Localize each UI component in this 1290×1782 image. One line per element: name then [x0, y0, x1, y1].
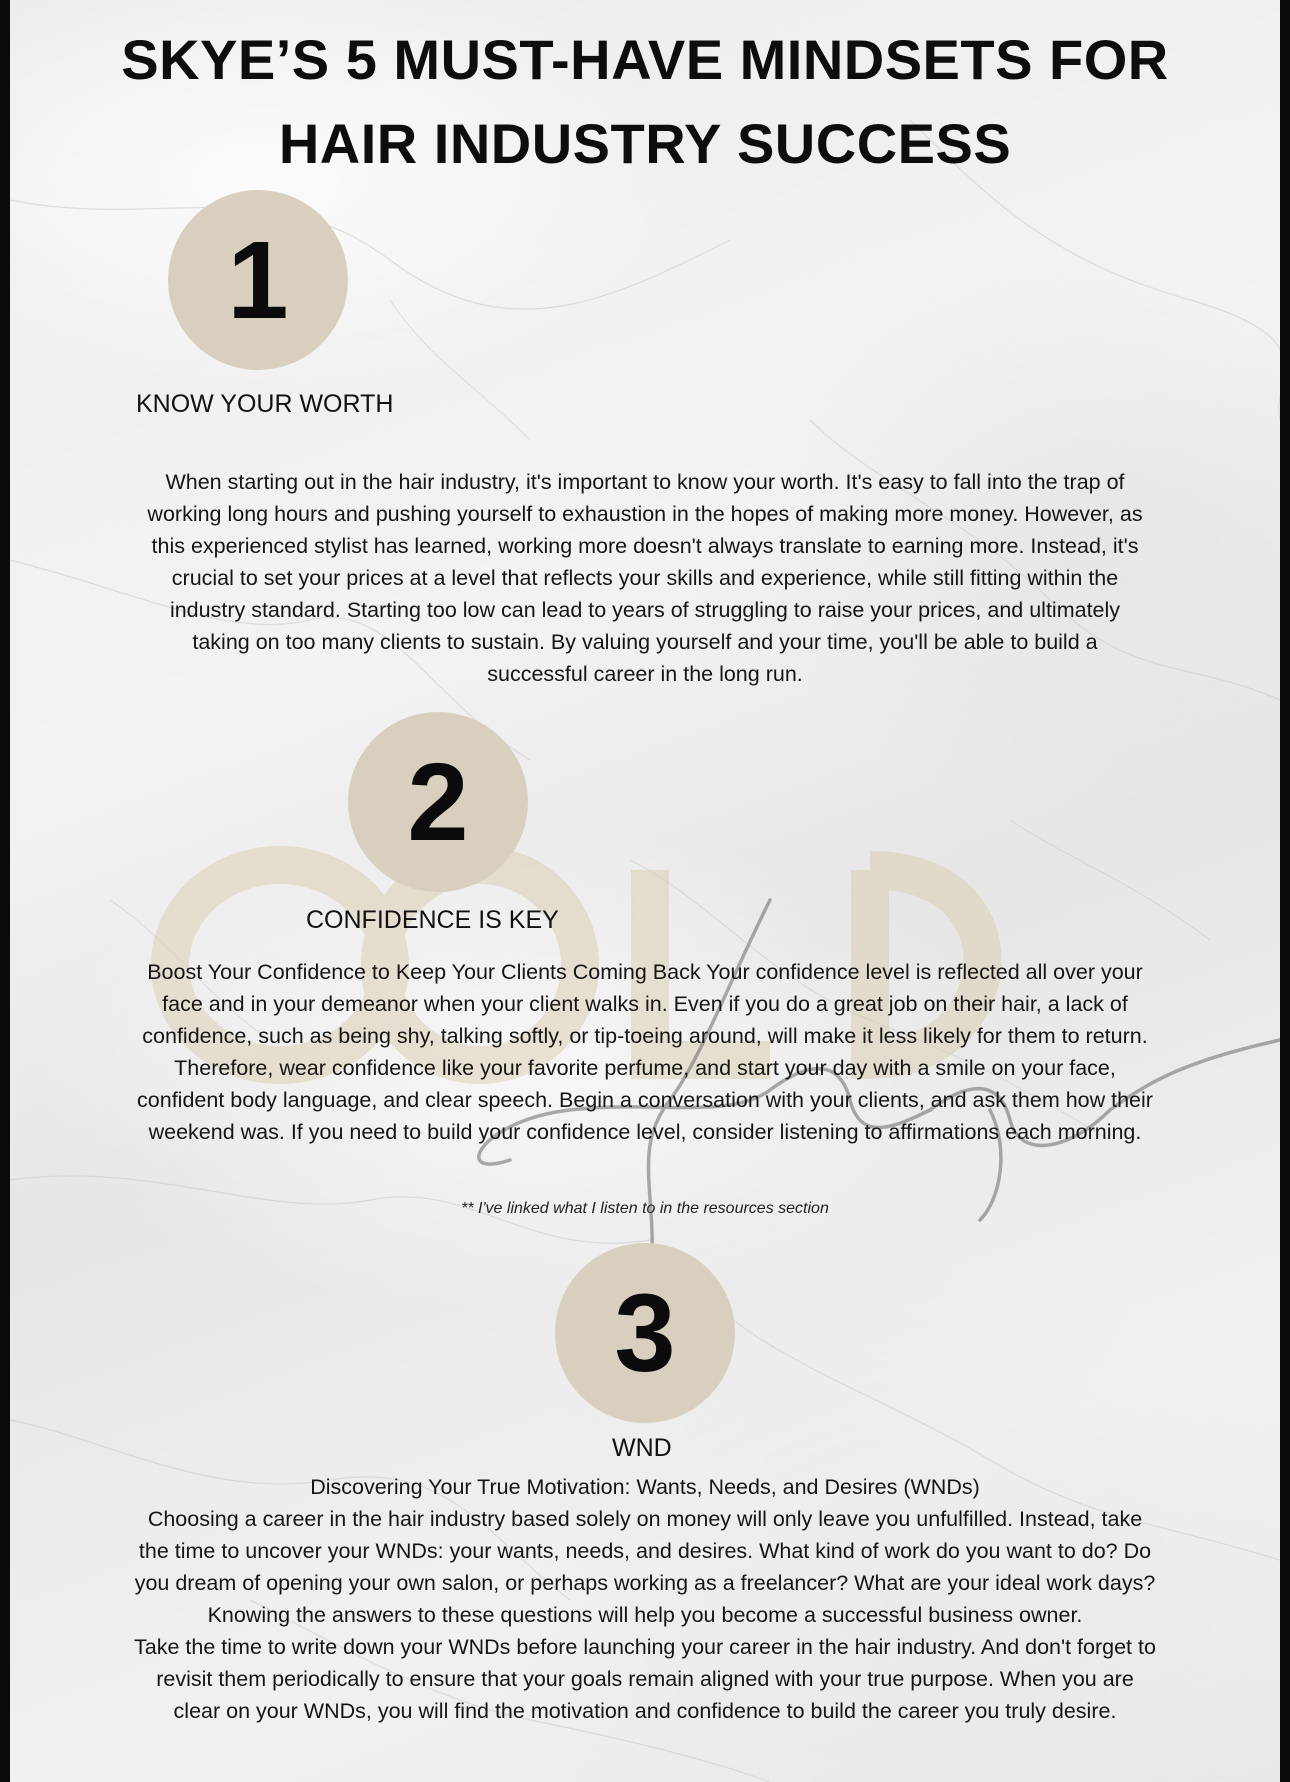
section-heading-wnd: WND: [612, 1434, 672, 1462]
body-line: working long hours and pushing yourself to exhaustion in the hopes of making more money. However, as: [147, 502, 1143, 526]
section-heading-confidence-is-key: CONFIDENCE IS KEY: [306, 906, 559, 934]
resources-note: ** I've linked what I listen to in the resources section: [461, 1200, 829, 1217]
document-page: [10, 0, 1280, 1782]
body-line: Take the time to write down your WNDs before launching your career in the hair industry. And don't forget to: [134, 1635, 1156, 1659]
number-circle-3: [555, 1243, 735, 1423]
section-body-wnd: [30, 1471, 1260, 1727]
body-line: Therefore, wear confidence like your favorite perfume, and start your day with a smile on your face,: [174, 1056, 1116, 1080]
body-line: confident body language, and clear speech. Begin a conversation with your clients, and ask them how their: [137, 1088, 1153, 1112]
body-line: the time to uncover your WNDs: your wants, needs, and desires. What kind of work do you want to do? Do: [138, 1539, 1152, 1563]
body-line: clear on your WNDs, you will find the motivation and confidence to build the career you truly desire.: [173, 1699, 1117, 1723]
section-heading-know-your-worth: KNOW YOUR WORTH: [136, 390, 394, 418]
section-number: 1: [227, 218, 289, 342]
body-line: industry standard. Starting too low can lead to years of struggling to raise your prices, and ultimately: [169, 598, 1121, 622]
body-line: Boost Your Confidence to Keep Your Clients Coming Back Your confidence level is reflected all over your: [147, 960, 1143, 984]
section-body-confidence-is-key: [30, 956, 1260, 1148]
page-title: [10, 18, 1280, 186]
number-circle-2: [348, 712, 528, 892]
body-line: taking on too many clients to sustain. By valuing yourself and your time, you'll be able to build a: [192, 630, 1098, 654]
body-line: this experienced stylist has learned, working more doesn't always translate to earning more. Instead, it's: [151, 534, 1139, 558]
body-line: you dream of opening your own salon, or perhaps working as a freelancer? What are your ideal work days?: [134, 1571, 1156, 1595]
body-line: confidence, such as being shy, talking softly, or tip-toeing around, will make it less likely for them to return.: [142, 1024, 1148, 1048]
page-title-line-1: SKYE’S 5 MUST-HAVE MINDSETS FOR: [121, 28, 1169, 91]
body-line: crucial to set your prices at a level that reflects your skills and experience, while still fitting within the: [171, 566, 1119, 590]
body-line: face and in your demeanor when your client walks in. Even if you do a great job on their hair, a lack of: [162, 992, 1128, 1016]
body-line: Knowing the answers to these questions will help you become a successful business owner.: [207, 1603, 1083, 1627]
body-line: Discovering Your True Motivation: Wants, Needs, and Desires (WNDs): [310, 1475, 980, 1499]
section-number: 3: [614, 1271, 676, 1395]
page-title-line-2: HAIR INDUSTRY SUCCESS: [278, 112, 1012, 175]
body-line: successful career in the long run.: [487, 662, 803, 686]
body-line: When starting out in the hair industry, it's important to know your worth. It's easy to fall into the trap of: [165, 470, 1125, 494]
section-body-know-your-worth: [50, 466, 1240, 690]
body-line: revisit them periodically to ensure that your goals remain aligned with your true purpose. When you are: [156, 1667, 1134, 1691]
body-line: weekend was. If you need to build your confidence level, consider listening to affirmations each morning.: [148, 1120, 1142, 1144]
body-line: Choosing a career in the hair industry based solely on money will only leave you unfulfilled. Instead, take: [147, 1507, 1143, 1531]
section-number: 2: [407, 740, 469, 864]
number-circle-1: [168, 190, 348, 370]
